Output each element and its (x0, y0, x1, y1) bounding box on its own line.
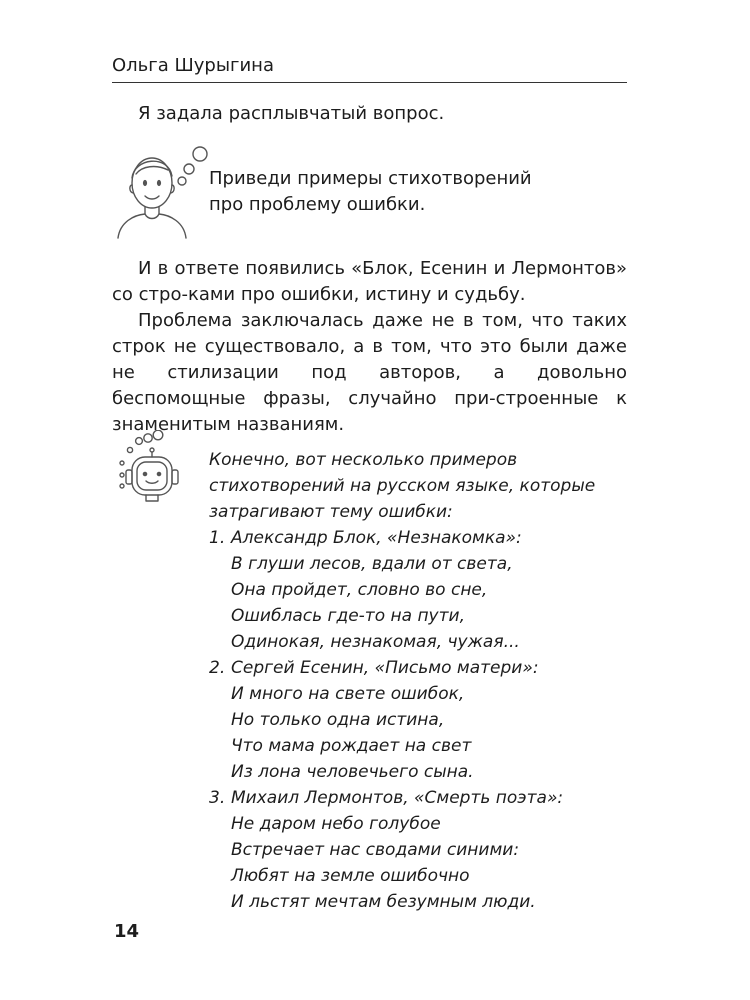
poem-title: Александр Блок, «Незнакомка»: (231, 528, 522, 548)
reply-intro-line: затрагивают тему ошибки: (209, 502, 453, 522)
poem-line: Встречает нас сводами синими: (231, 840, 520, 860)
reply-intro-line: стихотворений на русском языке, которые (209, 476, 596, 496)
poem-title: Сергей Есенин, «Письмо матери»: (231, 658, 539, 678)
poem-line: И льстят мечтам безумным люди. (231, 892, 536, 912)
paragraph-authors: И в ответе появились «Блок, Есенин и Лермонтов» со стро-ками про ошибки, истину и судьбу. (112, 258, 627, 305)
prompt-line: про проблему ошибки. (209, 194, 426, 215)
poem-line: Любят на земле ошибочно (231, 866, 470, 886)
poem-item-lermontov (209, 785, 589, 915)
poem-line: Она пройдет, словно во сне, (231, 580, 488, 600)
poem-title: Михаил Лермонтов, «Смерть поэта»: (231, 788, 564, 808)
poem-line: Не даром небо голубое (231, 814, 441, 834)
poem-line: Одинокая, незнакомая, чужая... (231, 632, 520, 652)
poem-number: 2. (209, 658, 226, 678)
running-header-author: Ольга Шурыгина (112, 55, 274, 76)
page-number: 14 (114, 921, 140, 942)
reply-intro (209, 447, 596, 525)
poem-line: Из лона человечьего сына. (231, 762, 474, 782)
poem-item-esenin (209, 655, 589, 785)
user-prompt (209, 166, 549, 218)
poem-line: И много на свете ошибок, (231, 684, 465, 704)
poem-line: Ошиблась где-то на пути, (231, 606, 465, 626)
poem-number: 3. (209, 788, 226, 808)
person-avatar-icon (112, 140, 212, 240)
poem-item-blok (209, 525, 589, 655)
intro-paragraph: Я задала расплывчатый вопрос. (138, 103, 445, 124)
paragraph-problem: Проблема заключалась даже не в том, что таких строк не существовало, а в том, что это были даже не стилизации под авторов, а довольно беспомощные фразы, случайно при-строенные к знаменитым названиям. (112, 310, 627, 435)
ai-reply (209, 447, 596, 915)
robot-avatar-icon (112, 430, 192, 520)
header-rule (112, 82, 627, 83)
poem-line: Но только одна истина, (231, 710, 445, 730)
reply-intro-line: Конечно, вот несколько примеров (209, 450, 518, 470)
poem-line: Что мама рождает на свет (231, 736, 472, 756)
poem-number: 1. (209, 528, 226, 548)
prompt-line: Приведи примеры стихотворений (209, 168, 532, 189)
poem-line: В глуши лесов, вдали от света, (231, 554, 513, 574)
